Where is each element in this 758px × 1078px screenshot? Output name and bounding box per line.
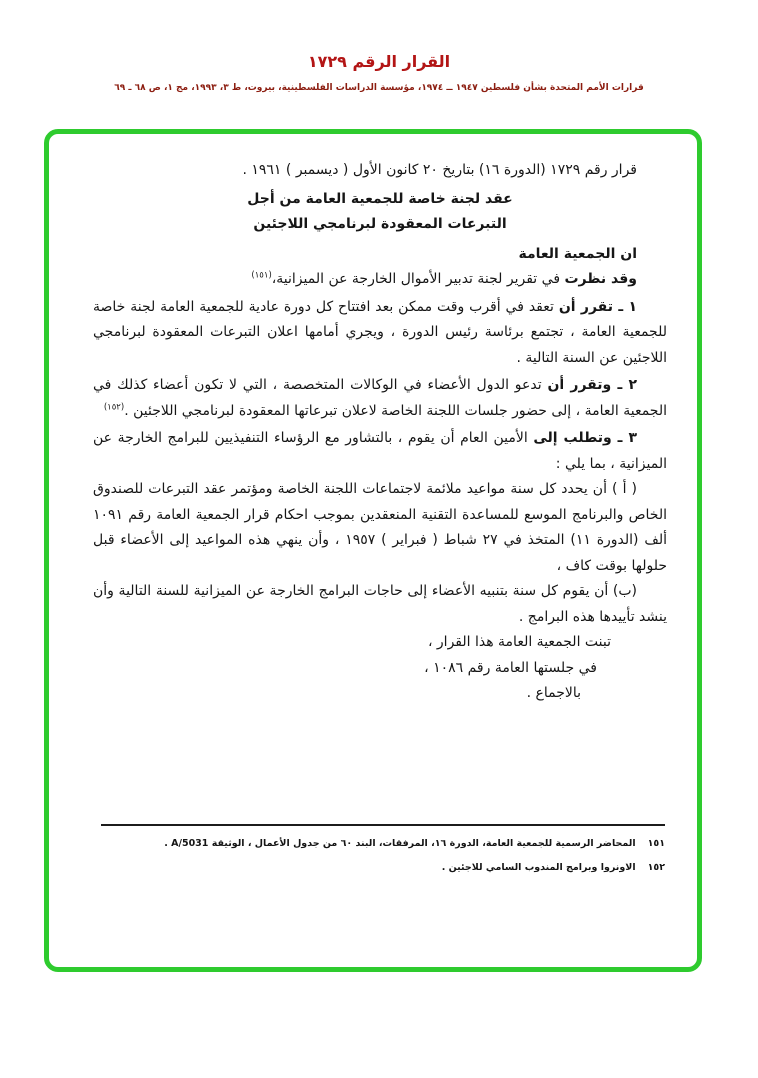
adoption-line-2: في جلستها العامة رقم ١٠٨٦ ، <box>424 659 597 676</box>
subparagraph-b: (ب) أن يقوم كل سنة بتنبيه الأعضاء إلى حاجات البرامج الخارجة عن الميزانية للسنة التالية وأن ينشد تأييدها هذه البرامج . <box>93 583 667 625</box>
footnote-divider <box>101 824 665 826</box>
preamble-considered-text: في تقرير لجنة تدبير الأموال الخارجة عن الميزانية، <box>271 271 561 287</box>
document-body <box>49 134 697 707</box>
page-title: القرار الرقم ١٧٢٩ <box>307 52 451 71</box>
footnote-151-text: المحاضر الرسمية للجمعية العامة، الدورة ١٦، المرفقات، البند ٦٠ من جدول الأعمال ، الوثيقة A/5031 . <box>164 838 636 849</box>
footnote-151 <box>101 835 665 852</box>
operative-paragraph-1 <box>93 295 667 372</box>
footnote-ref-152: (١٥٢) <box>103 401 125 412</box>
footnote-151-number: ١٥١ <box>647 838 665 849</box>
footnote-ref-151: (١٥١) <box>251 270 272 281</box>
operative-paragraph-3-text: الأمين العام أن يقوم ، بالتشاور مع الرؤساء التنفيذيين للبرامج الخارجة عن الميزانية ، بما يلي : <box>93 430 667 472</box>
footnote-152-number: ١٥٢ <box>647 862 665 873</box>
footnote-152 <box>101 859 665 876</box>
operative-paragraph-2-text: تدعو الدول الأعضاء في الوكالات المتخصصة ، التي لا تكون أعضاء كذلك في الجمعية العامة ، إلى حضور جلسات اللجنة الخاصة لاعلان تبرعاتها المعقودة لبرنامجي اللاجئين . <box>93 377 667 419</box>
resolution-heading <box>93 187 667 238</box>
source-citation: قرارات الأمم المتحدة بشأن فلسطين ١٩٤٧ ــ ١٩٧٤، مؤسسة الدراسات الفلسطينية، بيروت، ط ٣، ١٩٩٣، مج ١، ص ٦٨ ـ ٦٩ <box>114 83 644 93</box>
page-header <box>0 52 758 93</box>
subparagraph-a: ( أ ) أن يحدد كل سنة مواعيد ملائمة لاجتماعات اللجنة الخاصة ومؤتمر عقد التبرعات للصندوق الخاص والبرنامج الموسع للمساعدة التقنية المنعقدين بموجب احكام قرار الجمعية العامة رقم ١٠٩١ ألف (الدورة ١١) المتخذ في ٢٧ شباط ( فبراير ) ١٩٥٧ ، وأن ينهي هذه المواعيد إلى الأعضاء قبل حلولها بوقت كاف ، <box>93 481 667 574</box>
resolution-heading-line1: عقد لجنة خاصة للجمعية العامة من أجل <box>247 190 513 207</box>
resolution-heading-line2: التبرعات المعقودة لبرنامجي اللاجئين <box>253 216 507 232</box>
preamble-intro: ان الجمعية العامة <box>518 245 637 262</box>
resolution-opening-text: قرار رقم ١٧٢٩ (الدورة ١٦) بتاريخ ٢٠ كانون الأول ( ديسمبر ) ١٩٦١ . <box>242 162 637 178</box>
operative-paragraph-2 <box>93 373 667 424</box>
operative-paragraph-1-lead: ١ ـ تقرر أن <box>558 298 638 315</box>
footnote-152-text: الاونروا وبرامج المندوب السامي للاجئين . <box>441 862 636 873</box>
operative-paragraph-3 <box>93 426 667 477</box>
resolution-opening <box>93 158 667 184</box>
adoption-line-3: بالاجماع . <box>526 685 581 701</box>
adoption-line-1: تبنت الجمعية العامة هذا القرار ، <box>427 634 611 650</box>
operative-paragraph-2-lead: ٢ ـ وتقرر أن <box>547 377 637 393</box>
operative-paragraph-1-text: تعقد في أقرب وقت ممكن بعد افتتاح كل دورة عادية للجمعية العامة لجنة خاصة للجمعية العامة ، تجتمع برئاسة رئيس الدورة ، ويجري أمامها اعلان التبرعات المعقودة لبرنامجي اللاجئين عن السنة التالية . <box>93 298 667 366</box>
document-frame <box>44 129 702 972</box>
preamble-considered <box>93 267 667 293</box>
preamble-considered-lead: وقد نظرت <box>564 271 637 287</box>
footnotes-section <box>101 824 665 883</box>
operative-paragraph-3-lead: ٣ ـ وتطلب إلى <box>533 430 637 446</box>
